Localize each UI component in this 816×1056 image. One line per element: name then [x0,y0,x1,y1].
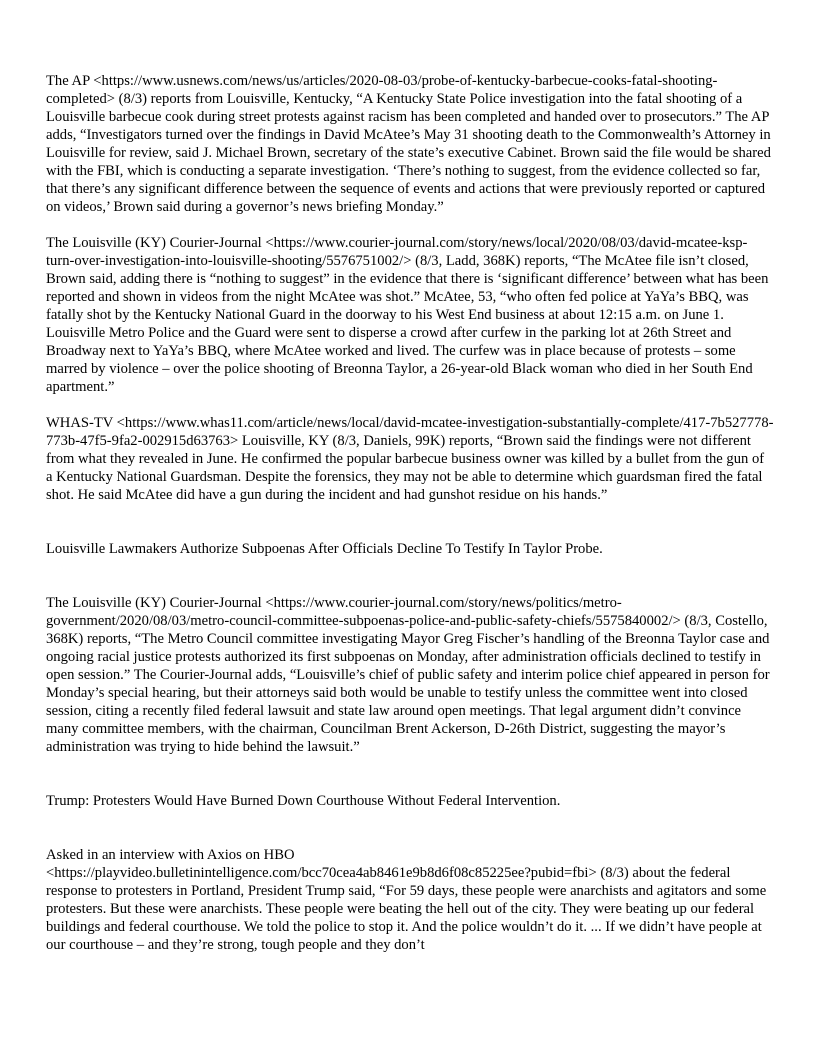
paragraph-spacer [46,396,774,414]
article-1-paragraph-3: WHAS-TV <https://www.whas11.com/article/news/local/david-mcatee-investigation-substantially-complete/417-7b527778-773b-47f5-9fa2-002915d63763> Louisville, KY (8/3, Daniels, 99K) reports, “Brown said the findings were not different from what they revealed in June. He confirmed the popular barbecue business owner was killed by a bullet from the gun of a Kentucky National Guardsman. Despite the forensics, they may not be able to determine which guardsman fired the fatal shot. He said McAtee did have a gun during the incident and had gunshot residue on his hands.” [46,415,774,503]
article-3-paragraph-1: Asked in an interview with Axios on HBO <https://playvideo.bulletinintelligence.com/bcc70cea4ab8461e9b8d6f08c85225ee?pubid=fbi> (8/3) about the federal response to protesters in Portland, President Trump said, “For 59 days, these people were anarchists and agitators and some protesters. But these were anarchists. These people were beating the hell out of the city. They were beating up our federal buildings and federal courthouse. We told the police to stop it. And the police wouldn’t do it. ... If we didn’t have people at our courthouse – and they’re strong, tough people and they don’t [46,847,767,953]
article-3-headline: Trump: Protesters Would Have Burned Down Courthouse Without Federal Intervention. [46,793,561,809]
section-spacer [46,558,774,594]
article-2-paragraph-1: The Louisville (KY) Courier-Journal <https://www.courier-journal.com/story/news/politics/metro-government/2020/08/03/metro-council-committee-subpoenas-police-and-public-safety-chiefs/5575840002/> (8/3, Costello, 368K) reports, “The Metro Council committee investigating Mayor Greg Fischer’s handling of the Breonna Taylor case and ongoing racial justice protests authorized its first subpoenas on Monday, after administration officials declined to testify in open session.” The Courier-Journal adds, “Louisville’s chief of public safety and interim police chief appeared in person for Monday’s special hearing, but their attorneys said both would be unable to testify unless the committee went into closed session, citing a recently filed federal lawsuit and state law around open meetings. That legal argument didn’t convince many committee members, with the chairman, Councilman Brent Ackerson, D-26th District, suggesting the mayor’s administration was trying to hide behind the lawsuit.” [46,595,770,755]
section-spacer [46,810,774,846]
section-spacer [46,504,774,540]
document-page [46,72,774,954]
article-2-headline: Louisville Lawmakers Authorize Subpoenas After Officials Decline To Testify In Taylor Probe. [46,541,603,557]
section-spacer [46,756,774,792]
article-1-paragraph-2: The Louisville (KY) Courier-Journal <https://www.courier-journal.com/story/news/local/2020/08/03/david-mcatee-ksp-turn-over-investigation-into-louisville-shooting/5576751002/> (8/3, Ladd, 368K) reports, “The McAtee file isn’t closed, Brown said, adding there is “nothing to suggest” in the evidence that there is ‘significant difference’ between what has been reported and shown in videos from the night McAtee was shot.” McAtee, 53, “who often fed police at YaYa’s BBQ, was fatally shot by the Kentucky National Guard in the doorway to his West End business at about 12:15 a.m. on June 1. Louisville Metro Police and the Guard were sent to disperse a crowd after curfew in the parking lot at 26th Street and Broadway next to YaYa’s BBQ, where McAtee worked and lived. The curfew was in place because of protests – some marred by violence – over the police shooting of Breonna Taylor, a 26-year-old Black woman who died in her South End apartment.” [46,235,769,395]
article-1-paragraph-1: The AP <https://www.usnews.com/news/us/articles/2020-08-03/probe-of-kentucky-barbecue-cooks-fatal-shooting-completed> (8/3) reports from Louisville, Kentucky, “A Kentucky State Police investigation into the fatal shooting of a Louisville barbecue cook during street protests against racism has been completed and handed over to prosecutors.” The AP adds, “Investigators turned over the findings in David McAtee’s May 31 shooting death to the Commonwealth’s Attorney in Louisville for review, said J. Michael Brown, secretary of the state’s executive Cabinet. Brown said the file would be shared with the FBI, which is conducting a separate investigation. ‘There’s nothing to suggest, from the evidence collected so far, that there’s any significant difference between the sequence of events and actions that were previously reported or captured on videos,’ Brown said during a governor’s news briefing Monday.” [46,73,771,215]
paragraph-spacer [46,216,774,234]
